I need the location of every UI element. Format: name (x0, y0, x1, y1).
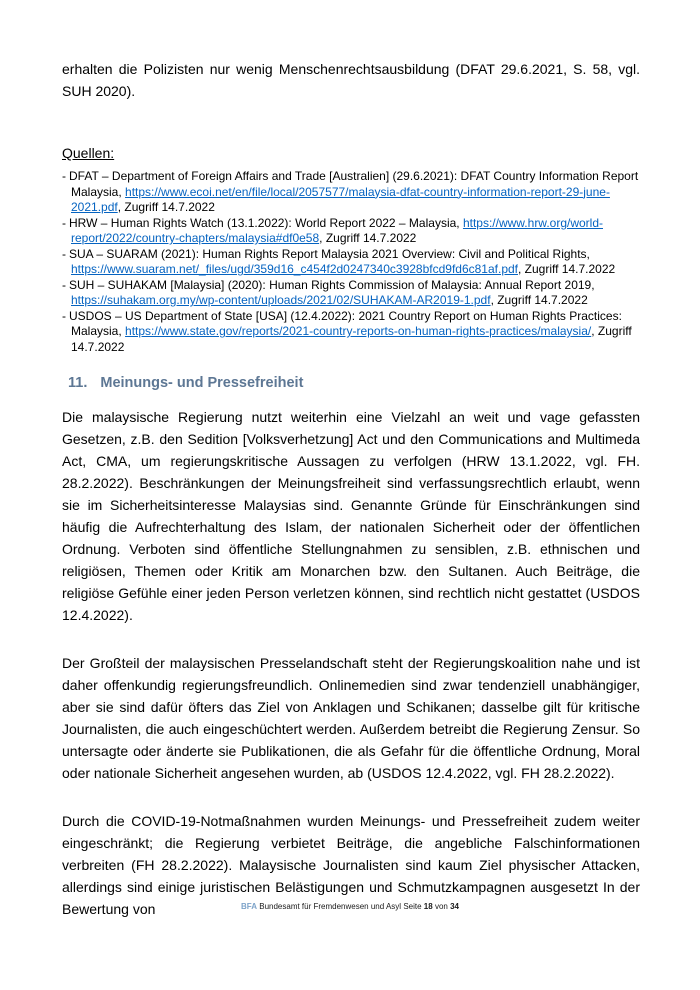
source-link[interactable]: https://www.state.gov/reports/2021-country-reports-on-human-rights-practices/malaysia/ (125, 324, 592, 338)
page-footer (0, 901, 700, 912)
list-bullet: - (62, 308, 66, 323)
body-paragraph-1: Die malaysische Regierung nutzt weiterhin eine Vielzahl an weit und vage gefassten Gesetzen, z.B. den Sedition [Volksverhetzung] Act und den Communications and Multimeda Act, CMA, um regierungskritische Aussagen zu verfolgen (HRW 13.1.2022, vgl. FH. 28.2.2022). Beschränkungen der Meinungsfreiheit sind verfassungsrechtlich erlaubt, wenn sie im Sicherheitsinteresse Malaysias sind. Genannte Gründe für Einschränkungen sind häufig die Aufrechterhaltung des Islam, der nationalen Sicherheit oder der öffentlichen Ordnung. Verboten sind öffentliche Stellungnahmen zu sensiblen, z.B. ethnischen und religiösen, Themen oder Kritik am Monarchen bzw. den Sultanen. Auch Beiträge, die religiöse Gefühle einer jeden Person verletzen können, sind rechtlich nicht gestattet (USDOS 12.4.2022). (62, 409, 640, 623)
section-heading (68, 373, 640, 393)
body-paragraph-2: Der Großteil der malaysischen Presselandschaft steht der Regierungskoalition nahe und ist daher offenkundig regierungsfreundlich. Onlinemedien sind zwar tendenziell unabhängiger, aber sie sind dafür öfters das Ziel von Anklagen und Schikanen; dasselbe gilt für kritische Journalisten, die auch eingeschüchtert werden. Außerdem betreibt die Regierung Zensur. So untersagte oder änderte sie Publikationen, die als Gefahr für die öffentliche Ordnung, Moral oder nationale Sicherheit angesehen wurden, ab (USDOS 12.4.2022, vgl. FH 28.2.2022). (62, 655, 640, 781)
source-text: , Zugriff 14.7.2022 (319, 231, 417, 245)
source-link[interactable]: https://suhakam.org.my/wp-content/uploads/2021/02/SUHAKAM-AR2019-1.pdf (71, 293, 491, 307)
source-item-usdos (62, 309, 640, 356)
source-text: , Zugriff 14.7.2022 (490, 293, 588, 307)
footer-von-label: von (434, 902, 448, 911)
list-bullet: - (62, 277, 66, 292)
footer-org-text: Bundesamt für Fremdenwesen und Asyl (259, 902, 402, 911)
source-item-dfat (62, 169, 640, 216)
source-text: , Zugriff 14.7.2022 (71, 324, 632, 354)
list-bullet: - (62, 246, 66, 261)
source-link[interactable]: https://www.ecoi.net/en/file/local/2057577/malaysia-dfat-country-information-report-29-june-2021.pdf (71, 184, 610, 214)
footer-page-total: 34 (450, 902, 459, 911)
source-link[interactable]: https://www.hrw.org/world-report/2022/country-chapters/malaysia#df0e58 (71, 215, 603, 245)
section-title: Meinungs- und Pressefreiheit (100, 375, 304, 391)
source-item-sua (62, 247, 640, 278)
source-text: , Zugriff 14.7.2022 (117, 200, 215, 214)
list-bullet: - (62, 215, 66, 230)
source-list (62, 169, 640, 355)
source-text: SUH – SUHAKAM [Malaysia] (2020): Human Rights Commission of Malaysia: Annual Report 2019, (69, 277, 595, 292)
source-item-suh (62, 278, 640, 309)
source-text: SUA – SUARAM (2021): Human Rights Report Malaysia 2021 Overview: Civil and Political Rights, (69, 246, 590, 261)
source-link[interactable]: https://www.suaram.net/_files/ugd/359d16_c454f2d0247340c3928bfcd9fd6c81af.pdf (71, 262, 518, 276)
list-bullet: - (62, 169, 66, 183)
source-text: DFAT – Department of Foreign Affairs and Trade [Australien] (29.6.2021): DFAT Country Information Report Malaysia, (69, 169, 639, 199)
body-paragraph-3: Durch die COVID-19-Notmaßnahmen wurden Meinungs- und Pressefreiheit zudem weiter eingeschränkt; die Regierung verbietet Beiträge, die angebliche Falschinformationen verbreiten (FH 28.2.2022). Malaysische Journalisten sind kaum Ziel physischer Attacken, allerdings sind einige juristischen Belästigungen und Schmutzkampagnen ausgesetzt In der Bewertung von (62, 813, 640, 917)
bfa-logo: BFA (241, 902, 257, 911)
sources-label: Quellen: (62, 145, 115, 161)
section-number: 11. (68, 375, 88, 391)
source-item-hrw (62, 216, 640, 247)
source-text: USDOS – US Department of State [USA] (12.4.2022): 2021 Country Report on Human Rights Practices: Malaysia, (69, 308, 622, 338)
source-text: , Zugriff 14.7.2022 (518, 262, 616, 276)
source-text: HRW – Human Rights Watch (13.1.2022): World Report 2022 – Malaysia, (69, 215, 463, 230)
footer-page-current: 18 (423, 902, 433, 911)
footer-seite-label: Seite (403, 902, 422, 911)
intro-paragraph: erhalten die Polizisten nur wenig Menschenrechtsausbildung (DFAT 29.6.2021, S. 58, vgl. SUH 2020). (62, 61, 640, 99)
